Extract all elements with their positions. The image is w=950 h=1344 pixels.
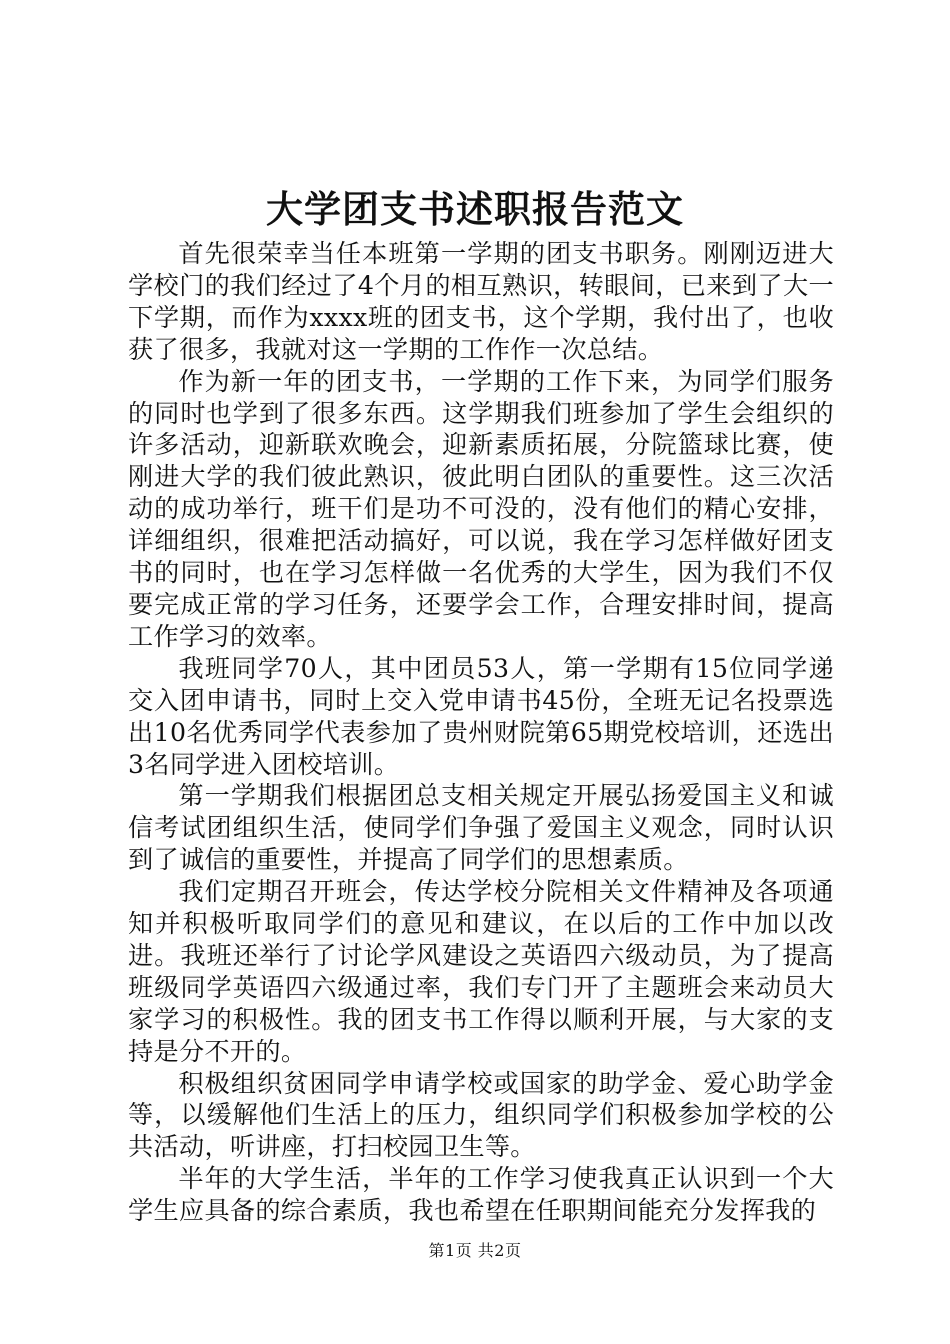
paragraph: 作为新一年的团支书，一学期的工作下来，为同学们服务的同时也学到了很多东西。这学期我们班参加了学生会组织的许多活动，迎新联欢晚会，迎新素质拓展，分院篮球比赛，使刚进大学的我们彼此熟识，彼此明白团队的重要性。这三次活动的成功举行，班干们是功不可没的，没有他们的精心安排，详细组织，很难把活动搞好，可以说，我在学习怎样做好团支书的同时，也在学习怎样做一名优秀的大学生，因为我们不仅要完成正常的学习任务，还要学会工作，合理安排时间，提高工作学习的效率。 [128,366,834,651]
paragraph: 半年的大学生活，半年的工作学习使我真正认识到一个大学生应具备的综合素质，我也希望在任职期间能充分发挥我的 [128,1164,834,1226]
paragraph: 首先很荣幸当任本班第一学期的团支书职务。刚刚迈进大学校门的我们经过了4个月的相互熟识，转眼间，已来到了大一下学期，而作为xxxx班的团支书，这个学期，我付出了，也收获了很多，我就对这一学期的工作作一次总结。 [128,239,834,364]
page-footer: 第1页 共2页 [428,1241,522,1260]
paragraph: 第一学期我们根据团总支相关规定开展弘扬爱国主义和诚信考试团组织生活，使同学们争强了爱国主义观念，同时认识到了诚信的重要性，并提高了同学们的思想素质。 [128,781,834,875]
paragraph: 我班同学70人，其中团员53人，第一学期有15位同学递交入团申请书，同时上交入党申请书45份，全班无记名投票选出10名优秀同学代表参加了贵州财院第65期党校培训，还选出3名同学进入团校培训。 [128,653,834,779]
paragraph: 积极组织贫困同学申请学校或国家的助学金、爱心助学金等，以缓解他们生活上的压力，组织同学们积极参加学校的公共活动，听讲座，打扫校园卫生等。 [128,1068,834,1162]
document-title: 大学团支书述职报告范文 [266,187,684,231]
paragraph: 我们定期召开班会，传达学校分院相关文件精神及各项通知并积极听取同学们的意见和建议，在以后的工作中加以改进。我班还举行了讨论学风建设之英语四六级动员，为了提高班级同学英语四六级通过率，我们专门开了主题班会来动员大家学习的积极性。我的团支书工作得以顺利开展，与大家的支持是分不开的。 [128,877,834,1066]
document-body [128,238,834,1227]
